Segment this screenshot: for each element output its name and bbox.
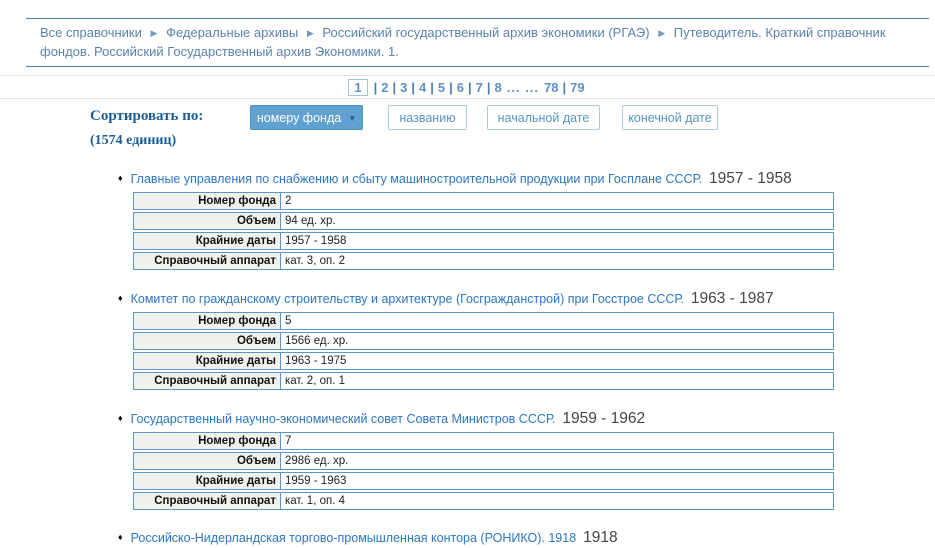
breadcrumb-link-federal-archives[interactable]: Федеральные архивы bbox=[166, 25, 299, 40]
pagination-page-link[interactable]: 79 bbox=[570, 79, 585, 95]
record-table bbox=[133, 192, 834, 270]
sort-by-label: Сортировать по: bbox=[90, 108, 204, 124]
breadcrumb bbox=[26, 18, 929, 67]
sort-button-label: начальной дате bbox=[497, 110, 590, 125]
results-count: (1574 единиц) bbox=[90, 133, 177, 148]
record-table bbox=[133, 312, 834, 390]
field-value: 1957 - 1958 bbox=[280, 232, 834, 250]
record-title-link[interactable]: Комитет по гражданскому строительству и архитектуре (Госгражданстрой) при Госстрое СССР. bbox=[130, 292, 684, 306]
record-title bbox=[118, 529, 834, 547]
record-title bbox=[118, 170, 834, 188]
breadcrumb-link-all-directories[interactable]: Все справочники bbox=[40, 25, 142, 40]
table-row bbox=[133, 332, 834, 350]
table-row bbox=[133, 452, 834, 470]
sort-button-start-date[interactable] bbox=[487, 105, 600, 130]
pagination-separator: | bbox=[373, 79, 378, 95]
field-value: 1963 - 1975 bbox=[280, 352, 834, 370]
pagination-current-page: 1 bbox=[348, 79, 367, 96]
pagination-page-link[interactable]: 6 bbox=[456, 79, 464, 95]
pagination-separator: | bbox=[411, 79, 415, 95]
record-table bbox=[133, 432, 834, 510]
sort-button-label: названию bbox=[399, 110, 456, 125]
sort-button-label: конечной дате bbox=[628, 110, 712, 125]
field-label: Номер фонда bbox=[133, 432, 281, 450]
field-label: Объем bbox=[133, 452, 281, 470]
breadcrumb-arrow-icon: ▶ bbox=[658, 28, 666, 38]
sort-button-label: номеру фонда bbox=[256, 110, 342, 125]
record-dates: 1918 bbox=[583, 529, 618, 546]
field-value: кат. 2, оп. 1 bbox=[280, 372, 834, 390]
pagination-separator: | bbox=[467, 79, 472, 95]
record-title-link[interactable]: Российско-Нидерландская торгово-промышленная контора (РОНИКО). 1918 bbox=[130, 531, 577, 545]
record-title-link[interactable]: Главные управления по снабжению и сбыту машиностроительной продукции при Госплане СССР. bbox=[130, 172, 703, 186]
field-label: Справочный аппарат bbox=[133, 492, 281, 510]
field-value: кат. 1, оп. 4 bbox=[280, 492, 834, 510]
record-dates: 1959 - 1962 bbox=[562, 410, 646, 427]
fund-record bbox=[118, 410, 834, 512]
field-value: кат. 3, оп. 2 bbox=[280, 252, 834, 270]
field-label: Номер фонда bbox=[133, 312, 281, 330]
bullet-icon: ♦ bbox=[118, 532, 123, 542]
record-title-link[interactable]: Государственный научно-экономический совет Совета Министров СССР. bbox=[130, 412, 556, 426]
fund-record bbox=[118, 529, 834, 548]
fund-record bbox=[118, 290, 834, 392]
field-label: Крайние даты bbox=[133, 472, 281, 490]
table-row bbox=[133, 212, 834, 230]
breadcrumb-current-page: Путеводитель. Краткий справочник фондов. Российский Государственный архив Экономики. 1. bbox=[40, 25, 886, 59]
bullet-icon: ♦ bbox=[118, 293, 123, 303]
pagination-page-link[interactable]: 78 bbox=[544, 79, 559, 95]
field-label: Объем bbox=[133, 212, 281, 230]
record-title bbox=[118, 410, 834, 428]
field-value: 94 ед. хр. bbox=[280, 212, 834, 230]
field-value: 5 bbox=[280, 312, 834, 330]
table-row bbox=[133, 232, 834, 250]
field-label: Объем bbox=[133, 332, 281, 350]
fund-record bbox=[118, 170, 834, 272]
pagination-page-link[interactable]: 3 bbox=[400, 79, 408, 95]
field-label: Крайние даты bbox=[133, 352, 281, 370]
pagination-page-link[interactable]: 7 bbox=[475, 79, 483, 95]
pagination-separator: | bbox=[430, 79, 434, 95]
pagination-separator: | bbox=[449, 79, 453, 95]
table-row bbox=[133, 252, 834, 270]
sort-button-name[interactable] bbox=[388, 105, 467, 130]
table-row bbox=[133, 352, 834, 370]
table-row bbox=[133, 432, 834, 450]
record-dates: 1957 - 1958 bbox=[709, 170, 792, 187]
pagination-separator: | bbox=[392, 79, 397, 95]
pagination-page-link[interactable]: 5 bbox=[437, 79, 446, 95]
pagination-page-link[interactable]: 8 bbox=[494, 79, 502, 95]
table-row bbox=[133, 472, 834, 490]
pagination-separator: | bbox=[562, 79, 567, 95]
bullet-icon: ♦ bbox=[118, 173, 123, 183]
table-row bbox=[133, 372, 834, 390]
field-value: 7 bbox=[280, 432, 834, 450]
record-dates: 1963 - 1987 bbox=[690, 290, 774, 307]
field-value: 1566 ед. хр. bbox=[280, 332, 834, 350]
pagination-page-link[interactable]: 2 bbox=[381, 79, 389, 95]
field-value: 2 bbox=[280, 192, 834, 210]
field-value: 2986 ед. хр. bbox=[280, 452, 834, 470]
field-label: Справочный аппарат bbox=[133, 252, 281, 270]
record-title bbox=[118, 290, 834, 308]
table-row bbox=[133, 192, 834, 210]
pagination bbox=[0, 75, 935, 99]
pagination-ellipsis: ... ... bbox=[506, 79, 540, 95]
field-label: Справочный аппарат bbox=[133, 372, 281, 390]
table-row bbox=[133, 312, 834, 330]
pagination-separator: | bbox=[486, 79, 491, 95]
pagination-page-link[interactable]: 4 bbox=[419, 79, 427, 95]
field-label: Номер фонда bbox=[133, 192, 281, 210]
breadcrumb-arrow-icon: ▶ bbox=[306, 28, 314, 38]
breadcrumb-link-rgae[interactable]: Российский государственный архив экономики (РГАЭ) bbox=[322, 25, 650, 40]
sort-button-end-date[interactable] bbox=[622, 105, 718, 130]
table-row bbox=[133, 492, 834, 510]
sort-button-fund-number[interactable] bbox=[250, 105, 363, 130]
breadcrumb-arrow-icon: ▶ bbox=[150, 28, 158, 38]
field-value: 1959 - 1963 bbox=[280, 472, 834, 490]
bullet-icon: ♦ bbox=[118, 413, 123, 423]
field-label: Крайние даты bbox=[133, 232, 281, 250]
dropdown-caret-icon: ▼ bbox=[348, 114, 357, 123]
